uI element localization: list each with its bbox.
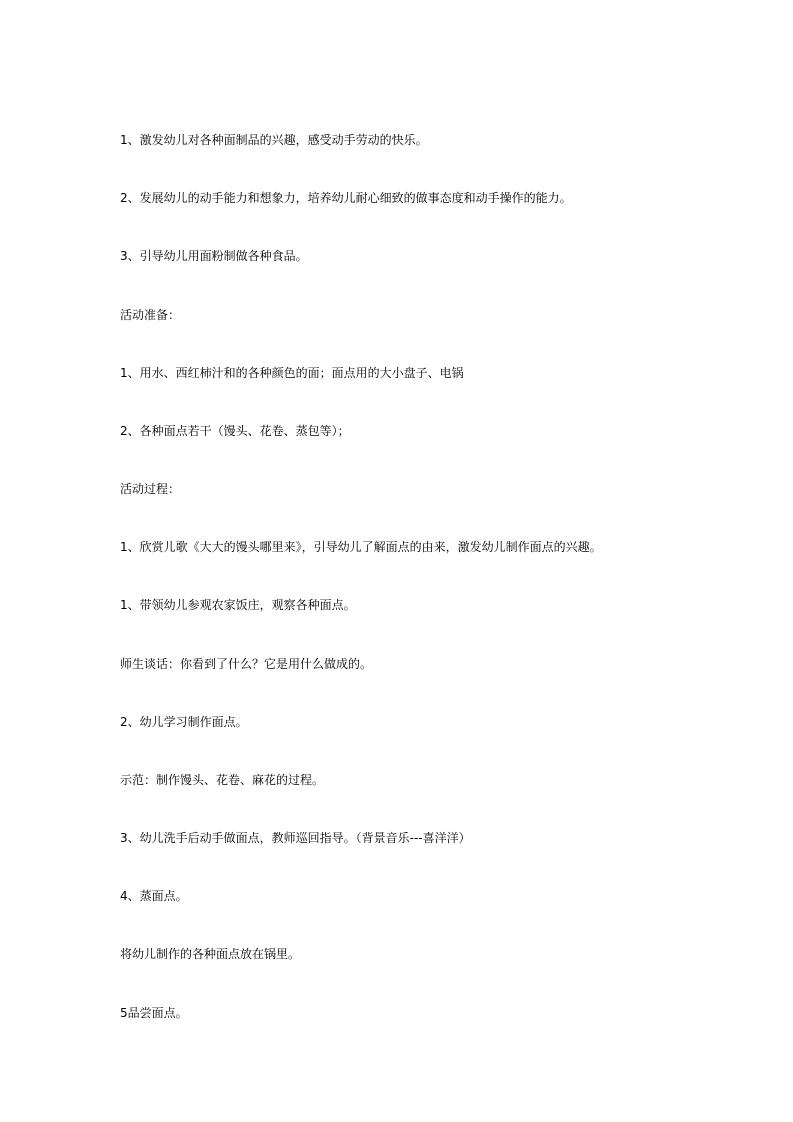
process-step-3: 3、幼儿洗手后动手做面点，教师巡回指导。（背景音乐---喜洋洋） (120, 831, 471, 845)
preparation-item-1: 1、用水、西红柿汁和的各种颜色的面；面点用的大小盘子、电锅 (120, 366, 464, 380)
process-step-1b: 1、带领幼儿参观农家饭庄，观察各种面点。 (120, 598, 356, 612)
goal-paragraph-3: 3、引导幼儿用面粉制做各种食品。 (120, 249, 308, 263)
section-heading-process: 活动过程： (120, 482, 181, 496)
process-step-2: 2、幼儿学习制作面点。 (120, 715, 248, 729)
goal-paragraph-1: 1、激发幼儿对各种面制品的兴趣，感受动手劳动的快乐。 (120, 133, 428, 147)
preparation-item-2: 2、各种面点若干（馒头、花卷、蒸包等）； (120, 424, 350, 438)
goal-paragraph-2: 2、发展幼儿的动手能力和想象力，培养幼儿耐心细致的做事态度和动手操作的能力。 (120, 191, 572, 205)
section-heading-preparation: 活动准备： (120, 308, 181, 322)
process-step-4: 4、蒸面点。 (120, 889, 188, 903)
process-step-5: 5品尝面点。 (120, 1006, 188, 1020)
process-demo: 示范：制作馒头、花卷、麻花的过程。 (120, 773, 325, 787)
process-steaming-note: 将幼儿制作的各种面点放在锅里。 (120, 947, 301, 961)
process-step-1: 1、欣赏儿歌《大大的馒头哪里来》，引导幼儿了解面点的由来，激发幼儿制作面点的兴趣。 (120, 540, 602, 554)
process-dialogue: 师生谈话：你看到了什么？它是用什么做成的。 (120, 657, 373, 671)
